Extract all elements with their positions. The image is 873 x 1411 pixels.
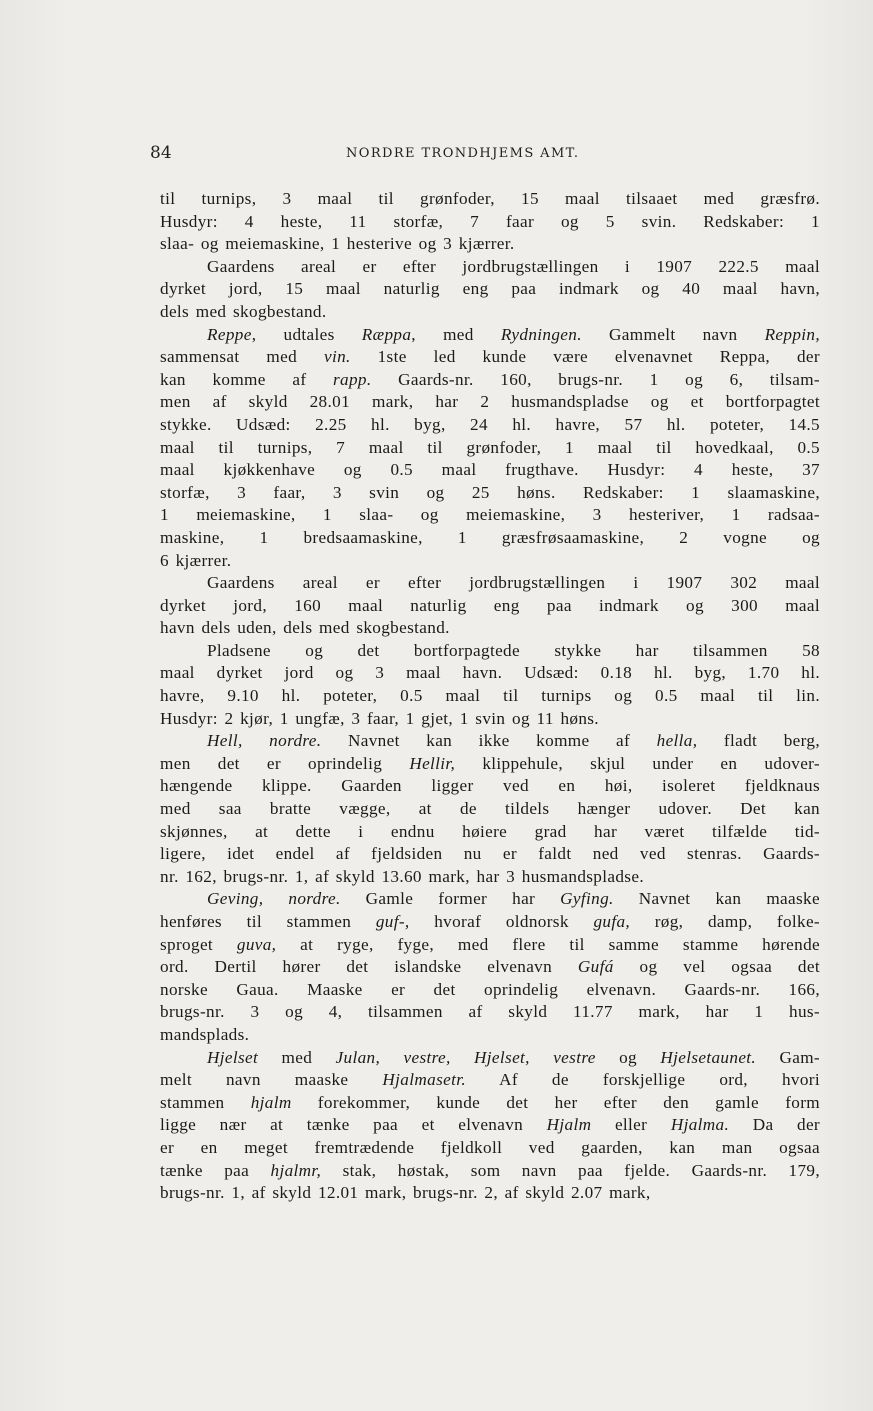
text-run: stak, høstak, som navn paa fjelde. Gaards-nr. 179,	[321, 1160, 821, 1180]
text-run: dyrket jord, 160 maal naturlig eng paa indmark og 300 maal	[160, 595, 820, 615]
text-run: med	[258, 1047, 336, 1067]
text-run: røg, damp, folke-	[630, 912, 821, 931]
text-run: forekommer, kunde det her efter den gamle form	[291, 1092, 820, 1112]
text-line	[160, 685, 820, 708]
text-run: ligge nær at tænke paa et elvenavn	[160, 1115, 547, 1135]
text-run: brugs-nr. 1, af skyld 12.01 mark, brugs-nr. 2, af skyld 2.07 mark,	[160, 1183, 651, 1203]
italic-name: Gufá	[577, 957, 614, 977]
text-run: ord. Dertil hører det islandske elvenavn	[160, 957, 578, 977]
text-run: hvoraf oldnorsk	[409, 912, 594, 931]
text-run: klippehule, skjul under en udover-	[455, 753, 820, 773]
text-line	[160, 708, 820, 731]
text-run: stammen	[160, 1092, 251, 1112]
text-line	[160, 775, 820, 798]
text-run: skjønnes, at dette i endnu høiere grad har været tilfælde tid-	[160, 821, 820, 841]
text-line	[160, 414, 820, 437]
text-line	[160, 753, 820, 776]
text-run: fladt berg,	[697, 731, 820, 751]
text-line	[160, 798, 820, 821]
text-run: Navnet kan ikke komme af	[321, 731, 657, 751]
text-line	[160, 888, 820, 911]
text-run: Husdyr: 2 kjør, 1 ungfæ, 3 faar, 1 gjet, 1 svin og 11 høns.	[160, 708, 599, 728]
text-line	[160, 595, 820, 618]
text-run: storfæ, 3 faar, 3 svin og 25 høns. Redskaber: 1 slaamaskine,	[160, 482, 820, 502]
text-run: tænke paa	[160, 1160, 271, 1180]
text-run: dels med skogbestand.	[160, 301, 327, 321]
text-line	[160, 1069, 820, 1092]
text-run: dyrket jord, 15 maal naturlig eng paa indmark og 40 maal havn,	[160, 279, 820, 299]
text-run: er en meget fremtrædende fjeldkoll ved gaarden, kan man ogsaa	[160, 1137, 820, 1157]
italic-name: Hjalmasetr.	[382, 1070, 467, 1090]
text-run: maal dyrket jord og 3 maal havn. Udsæd: 0.18 hl. byg, 1.70 hl.	[160, 663, 820, 683]
italic-name: hjalm	[250, 1092, 292, 1112]
text-line	[160, 730, 820, 753]
text-run: men det er oprindelig	[160, 753, 410, 773]
text-line	[160, 1047, 820, 1070]
text-run: 1ste led kunde være elvenavnet Reppa, der	[350, 347, 820, 367]
text-run: maal til turnips, 7 maal til grønfoder, 1 maal til hovedkaal, 0.5	[160, 437, 820, 457]
text-line	[160, 1114, 820, 1137]
body-text	[160, 188, 820, 1205]
italic-name: hjalmr,	[270, 1160, 322, 1180]
text-line	[160, 956, 820, 979]
text-line	[160, 1001, 820, 1024]
italic-name: Julan, vestre, Hjelset, vestre	[335, 1047, 596, 1067]
text-line	[160, 866, 820, 889]
text-run: Gaardens areal er efter jordbrugstællingen i 1907 222.5 maal	[207, 256, 820, 276]
text-run: melt navn maaske	[160, 1070, 383, 1090]
text-line	[160, 1137, 820, 1160]
text-run: Gammelt navn	[581, 324, 765, 344]
italic-name: hella,	[656, 731, 698, 751]
text-line	[160, 278, 820, 301]
text-line	[160, 437, 820, 460]
text-run: sproget	[160, 934, 237, 954]
text-run: henføres til stammen	[160, 912, 376, 931]
text-run: ligere, idet endel af fjeldsiden nu er faldt ned ved stenras. Gaards-	[160, 844, 820, 864]
text-line	[160, 459, 820, 482]
text-run: hængende klippe. Gaarden ligger ved en høi, isoleret fjeldknaus	[160, 776, 820, 796]
text-line	[160, 821, 820, 844]
text-line	[160, 256, 820, 279]
text-line	[160, 617, 820, 640]
text-line	[160, 979, 820, 1002]
italic-name: guva,	[236, 934, 277, 954]
italic-name: Ræppa	[361, 324, 412, 344]
page-number: 84	[150, 143, 172, 163]
text-run: og	[595, 1047, 661, 1067]
text-line	[160, 211, 820, 234]
italic-name: Rydningen.	[500, 324, 582, 344]
text-run: Da der	[729, 1115, 820, 1135]
text-run: Gam-	[756, 1047, 820, 1067]
text-run: maskine, 1 bredsaamaskine, 1 græsfrøsaamaskine, 2 vogne og	[160, 527, 820, 547]
italic-name: guf-,	[375, 912, 410, 931]
text-line	[160, 572, 820, 595]
italic-name: Reppin,	[764, 324, 820, 344]
italic-name: Hell, nordre.	[207, 731, 322, 751]
page-header	[150, 143, 820, 167]
text-line	[160, 369, 820, 392]
text-line	[160, 504, 820, 527]
text-run: havre, 9.10 hl. poteter, 0.5 maal til turnips og 0.5 maal til lin.	[160, 686, 820, 706]
text-run: , udtales	[251, 324, 362, 344]
text-run: stykke. Udsæd: 2.25 hl. byg, 24 hl. havre, 57 hl. poteter, 14.5	[160, 414, 820, 434]
text-run: , med	[411, 324, 501, 344]
running-head: NORDRE TRONDHJEMS AMT.	[346, 146, 580, 161]
italic-name: gufa,	[593, 912, 631, 931]
text-run: havn dels uden, dels med skogbestand.	[160, 618, 450, 638]
text-run: brugs-nr. 3 og 4, tilsammen af skyld 11.77 mark, har 1 hus-	[160, 1002, 820, 1022]
text-run: til turnips, 3 maal til grønfoder, 15 maal tilsaaet med græsfrø.	[160, 189, 820, 208]
text-line	[160, 1182, 820, 1205]
text-run: Gaards-nr. 160, brugs-nr. 1 og 6, tilsam-	[371, 369, 820, 389]
text-line	[160, 346, 820, 369]
text-line	[160, 391, 820, 414]
text-run: Af de forskjellige ord, hvori	[466, 1070, 820, 1090]
text-run: 6 kjærrer.	[160, 550, 232, 570]
text-run: kan komme af	[160, 369, 333, 389]
text-line	[160, 550, 820, 573]
text-line	[160, 934, 820, 957]
italic-name: Hjelset	[207, 1047, 259, 1067]
text-line	[160, 482, 820, 505]
text-line	[160, 1024, 820, 1047]
text-line	[160, 324, 820, 347]
text-run: Husdyr: 4 heste, 11 storfæ, 7 faar og 5 svin. Redskaber: 1	[160, 211, 820, 231]
italic-name: Geving, nordre.	[207, 889, 341, 909]
text-line	[160, 233, 820, 256]
text-run: Navnet kan maaske	[613, 889, 820, 909]
text-line	[160, 1160, 820, 1183]
text-line	[160, 301, 820, 324]
text-line	[160, 662, 820, 685]
text-line	[160, 911, 820, 934]
text-run: norske Gaua. Maaske er det oprindelig elvenavn. Gaards-nr. 166,	[160, 979, 820, 999]
text-line	[160, 188, 820, 211]
text-line	[160, 640, 820, 663]
text-line	[160, 1092, 820, 1115]
italic-name: Gyfing.	[560, 889, 614, 909]
text-run: nr. 162, brugs-nr. 1, af skyld 13.60 mark, har 3 husmandspladse.	[160, 866, 644, 886]
italic-name: Hellir,	[409, 753, 456, 773]
italic-name: Reppe	[207, 324, 252, 344]
text-run: Gaardens areal er efter jordbrugstællingen i 1907 302 maal	[207, 573, 820, 593]
text-run: men af skyld 28.01 mark, har 2 husmandspladse og et bortforpagtet	[160, 392, 820, 412]
italic-name: rapp.	[332, 369, 372, 389]
italic-name: Hjalm	[546, 1115, 592, 1135]
text-run: og vel ogsaa det	[613, 957, 820, 977]
text-run: maal kjøkkenhave og 0.5 maal frugthave. Husdyr: 4 heste, 37	[160, 460, 820, 480]
text-line	[160, 843, 820, 866]
text-run: mandsplads.	[160, 1024, 250, 1044]
text-run: sammensat med	[160, 347, 324, 367]
italic-name: Hjelsetaunet.	[660, 1047, 757, 1067]
text-run: Pladsene og det bortforpagtede stykke har tilsammen 58	[207, 640, 820, 660]
text-run: 1 meiemaskine, 1 slaa- og meiemaskine, 3 hesteriver, 1 radsaa-	[160, 505, 820, 525]
text-run: Gamle former har	[340, 889, 561, 909]
text-run: at ryge, fyge, med flere til samme stamme hørende	[276, 934, 820, 954]
text-run: med saa bratte vægge, at de tildels hænger udover. Det kan	[160, 799, 820, 819]
text-run: slaa- og meiemaskine, 1 hesterive og 3 kjærrer.	[160, 234, 515, 254]
text-run: eller	[591, 1115, 671, 1135]
italic-name: Hjalma.	[670, 1115, 730, 1135]
text-line	[160, 527, 820, 550]
italic-name: vin.	[323, 347, 351, 367]
